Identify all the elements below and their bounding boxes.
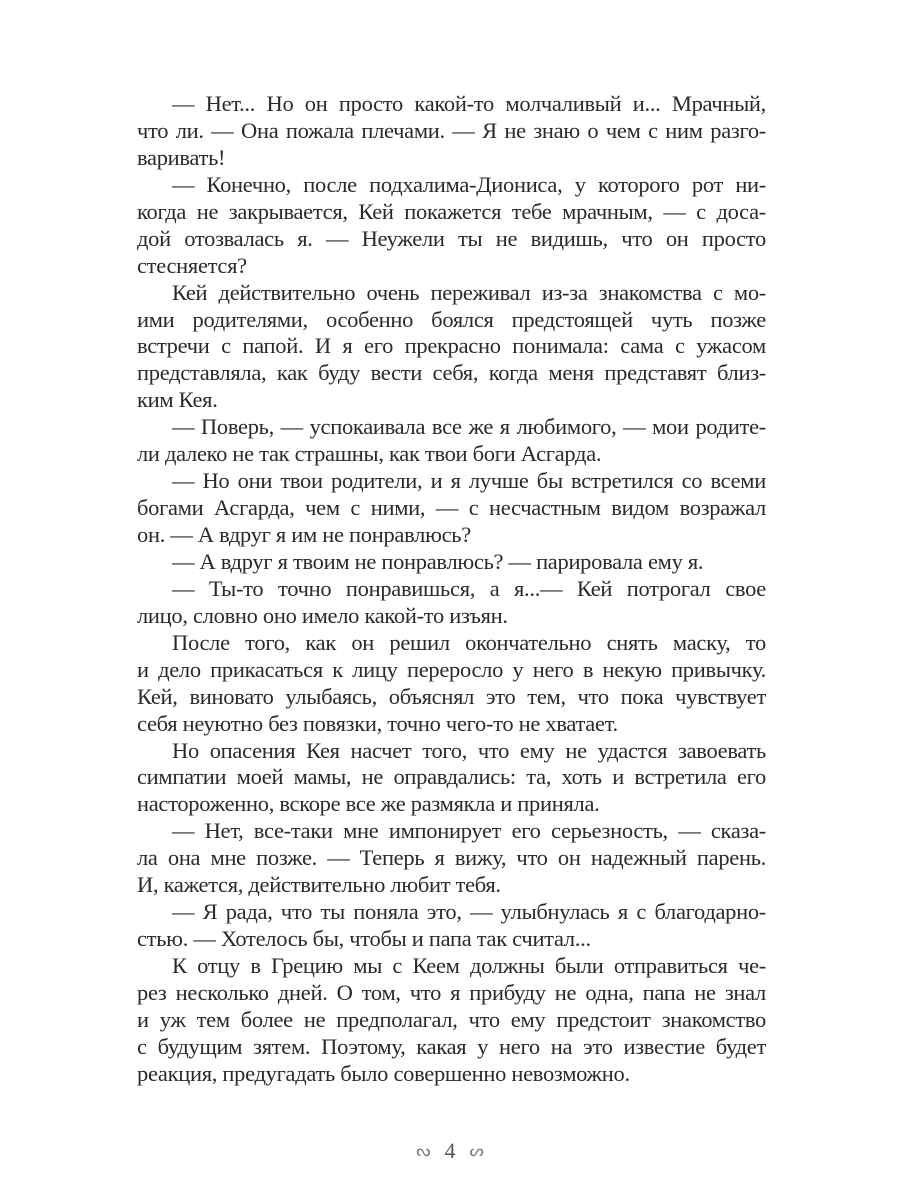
text-line: ими родителями, особенно боялся предстоящей чуть позже: [137, 306, 766, 332]
page-footer: [0, 1138, 900, 1164]
paragraph: [137, 953, 766, 1088]
paragraph: [137, 91, 766, 172]
paragraph: [137, 468, 766, 549]
text-line: дой отозвалась я. — Неужели ты не видишь, что он просто: [137, 225, 766, 251]
paragraph: [137, 576, 766, 630]
text-line: симпатии моей мамы, не оправдались: та, хоть и встретила его: [137, 764, 766, 790]
paragraph: [137, 414, 766, 468]
text-line: богами Асгарда, чем с ними, — с несчастным видом возражал: [137, 495, 766, 521]
text-line: реакция, предугадать было совершенно невозможно.: [137, 1060, 630, 1086]
text-line: Кей, виновато улыбаясь, объяснял это тем, что пока чувствует: [137, 683, 766, 709]
page-number: 4: [444, 1138, 456, 1163]
paragraph: [137, 280, 766, 415]
text-line: — Конечно, после подхалима-Диониса, у которого рот ни-: [172, 171, 766, 197]
text-line: рез несколько дней. О том, что я прибуду не одна, папа не знал: [137, 979, 766, 1005]
text-line: что ли. — Она пожала плечами. — Я не знаю о чем с ним разго-: [137, 117, 766, 143]
paragraph: [137, 899, 766, 953]
text-line: — Поверь, — успокаивала все же я любимого, — мои родите-: [172, 414, 766, 440]
text-line: представляла, как буду вести себя, когда меня представят близ-: [137, 360, 766, 386]
paragraph: [137, 738, 766, 819]
text-line: стью. — Хотелось бы, чтобы и папа так считал...: [137, 926, 591, 952]
text-line: Но опасения Кея насчет того, что ему не удастся завоевать: [172, 737, 766, 763]
text-line: лицо, словно оно имело какой-то изъян.: [137, 602, 508, 628]
paragraph: [137, 630, 766, 738]
text-line: себя неуютно без повязки, точно чего-то не хватает.: [137, 710, 618, 736]
left-ornament-icon: ᔓ: [416, 1143, 431, 1160]
text-line: и дело прикасаться к лицу переросло у него в некую привычку.: [137, 656, 766, 682]
text-line: И, кажется, действительно любит тебя.: [137, 872, 501, 898]
text-line: — Ты-то точно понравишься, а я...— Кей потрогал свое: [172, 575, 766, 601]
text-line: — Но они твои родители, и я лучше бы встретился со всеми: [172, 468, 766, 494]
text-line: ким Кея.: [137, 387, 218, 413]
text-line: ла она мне позже. — Теперь я вижу, что он надежный парень.: [137, 845, 766, 871]
text-line: встречи с папой. И я его прекрасно понимала: сама с ужасом: [137, 333, 766, 359]
paragraph: [137, 172, 766, 280]
text-line: ли далеко не так страшны, как твои боги Асгарда.: [137, 441, 602, 467]
text-line: К отцу в Грецию мы с Кеем должны были отправиться че-: [172, 953, 766, 978]
right-ornament-icon: ᔕ: [469, 1143, 484, 1160]
text-line: стесняется?: [137, 252, 247, 278]
text-line: После того, как он решил окончательно снять маску, то: [172, 629, 766, 655]
paragraph: [137, 549, 766, 576]
text-line: — А вдруг я твоим не понравлюсь? — парировала ему я.: [172, 548, 704, 574]
text-line: настороженно, вскоре все же размякла и приняла.: [137, 791, 600, 817]
text-line: — Нет... Но он просто какой-то молчаливый и... Мрачный,: [172, 91, 766, 116]
paragraph: [137, 818, 766, 899]
text-line: он. — А вдруг я им не понравлюсь?: [137, 522, 471, 547]
text-line: — Я рада, что ты поняла это, — улыбнулась я с благодарно-: [172, 899, 766, 925]
text-line: и уж тем более не предполагал, что ему предстоит знакомство: [137, 1006, 766, 1032]
text-line: Кей действительно очень переживал из-за знакомства с мо-: [172, 279, 766, 305]
text-line: — Нет, все-таки мне импонирует его серьезность, — сказа-: [172, 818, 766, 844]
text-line: варивать!: [137, 144, 226, 170]
text-line: когда не закрывается, Кей покажется тебе мрачным, — с доса-: [137, 198, 766, 224]
page-body-text: [137, 91, 766, 1088]
text-line: с будущим зятем. Поэтому, какая у него на это известие будет: [137, 1033, 766, 1059]
